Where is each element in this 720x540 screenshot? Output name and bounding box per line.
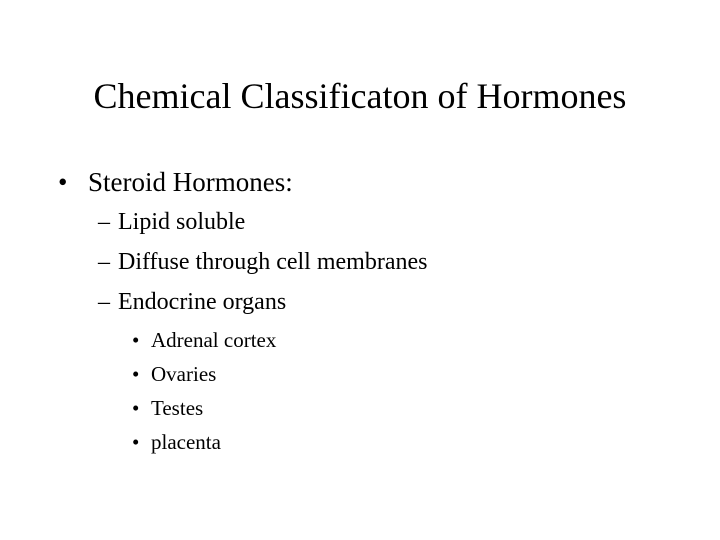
bullet-icon: • bbox=[58, 167, 68, 197]
bullet-icon: • bbox=[132, 430, 140, 454]
bullet-steroid-hormones bbox=[58, 164, 293, 200]
bullet-icon: • bbox=[132, 328, 140, 352]
slide-title: Chemical Classificaton of Hormones bbox=[93, 76, 627, 116]
organ-label: Ovaries bbox=[151, 362, 217, 386]
bullet-icon: • bbox=[132, 362, 140, 386]
sub-item-diffuse bbox=[98, 247, 427, 277]
sub-item-label: Lipid soluble bbox=[118, 209, 246, 235]
organ-label: Adrenal cortex bbox=[151, 328, 277, 352]
sub-item-lipid-soluble bbox=[98, 207, 245, 237]
bullet-icon: • bbox=[132, 396, 140, 420]
bullet-label: Steroid Hormones: bbox=[88, 167, 293, 197]
sub-item-label: Diffuse through cell membranes bbox=[118, 249, 428, 275]
sub-item-label: Endocrine organs bbox=[118, 289, 287, 315]
dash-icon: – bbox=[98, 209, 110, 235]
organ-label: placenta bbox=[151, 430, 221, 454]
organ-testes bbox=[132, 395, 203, 421]
sub-item-endocrine-organs bbox=[98, 287, 286, 317]
organ-ovaries bbox=[132, 361, 216, 387]
organ-adrenal-cortex bbox=[132, 327, 276, 353]
organ-placenta bbox=[132, 429, 221, 455]
organ-label: Testes bbox=[151, 396, 204, 420]
dash-icon: – bbox=[98, 289, 110, 315]
dash-icon: – bbox=[98, 249, 110, 275]
